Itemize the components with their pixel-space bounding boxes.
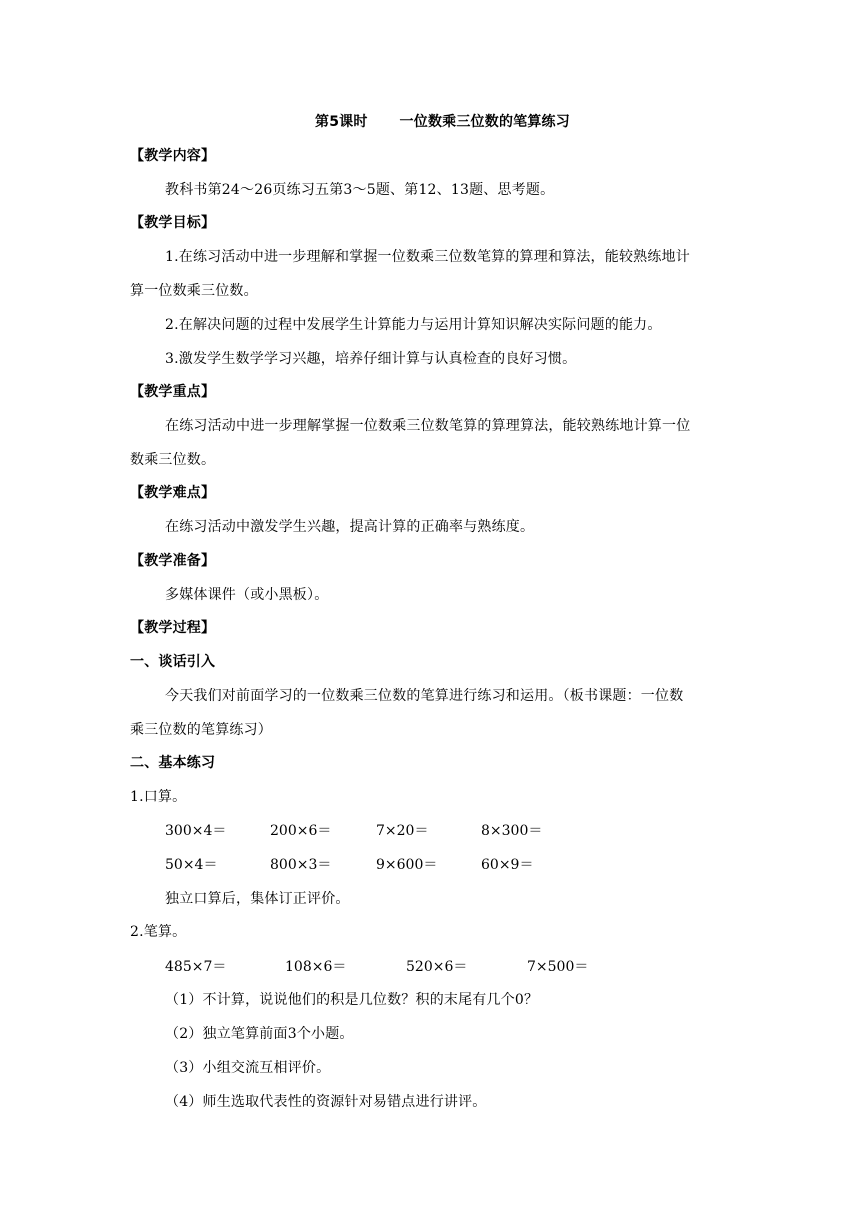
goal-item-2: 2.在解决问题的过程中发展学生计算能力与运用计算知识解决实际问题的能力。 [165, 317, 662, 333]
exercise-1-label: 1.口算。 [130, 789, 187, 805]
oral-expression: 50×4＝ [165, 857, 218, 873]
goal-item-1-line-2: 算一位数乘三位数。 [130, 283, 258, 299]
exercise-2-step-2: （2）独立笔算前面3个小题。 [165, 1026, 354, 1042]
intro-line-1: 今天我们对前面学习的一位数乘三位数的笔算进行练习和运用。（板书课题：一位数 [165, 688, 684, 704]
oral-expression: 60×9＝ [481, 857, 534, 873]
exercise-2-step-1: （1）不计算，说说他们的积是几位数？积的末尾有几个0？ [165, 992, 539, 1008]
oral-expression: 200×6＝ [270, 823, 332, 839]
part-heading-intro: 一、谈话引入 [130, 654, 216, 670]
difficulties-text: 在练习活动中激发学生兴趣，提高计算的正确率与熟练度。 [165, 519, 535, 535]
written-expression: 520×6＝ [406, 959, 468, 975]
section-heading-process: 【教学过程】 [130, 620, 216, 636]
exercise-1-note: 独立口算后，集体订正评价。 [165, 891, 350, 907]
part-heading-basic-practice: 二、基本练习 [130, 755, 216, 771]
written-expression: 485×7＝ [165, 959, 227, 975]
written-expression: 108×6＝ [285, 959, 347, 975]
lesson-name: 一位数乘三位数的笔算练习 [399, 114, 570, 130]
oral-expression: 9×600＝ [376, 857, 438, 873]
intro-line-2: 乘三位数的笔算练习） [130, 722, 272, 738]
oral-expression: 7×20＝ [376, 823, 429, 839]
section-heading-key-points: 【教学重点】 [130, 384, 216, 400]
content-text: 教科书第24～26页练习五第3～5题、第12、13题、思考题。 [165, 182, 555, 198]
exercise-2-step-3: （3）小组交流互相评价。 [165, 1060, 331, 1076]
preparation-text: 多媒体课件（或小黑板）。 [165, 587, 329, 603]
section-heading-content: 【教学内容】 [130, 148, 216, 164]
oral-expression: 300×4＝ [165, 823, 227, 839]
key-points-line-1: 在练习活动中进一步理解掌握一位数乘三位数笔算的算理算法，能较熟练地计算一位 [165, 418, 691, 434]
key-points-line-2: 数乘三位数。 [130, 452, 216, 468]
lesson-title [315, 112, 570, 132]
exercise-2-step-4: （4）师生选取代表性的资源针对易错点进行讲评。 [165, 1094, 487, 1110]
section-heading-preparation: 【教学准备】 [130, 553, 216, 569]
lesson-number: 第5课时 [315, 114, 368, 130]
goal-item-3: 3.激发学生数学学习兴趣，培养仔细计算与认真检查的良好习惯。 [165, 351, 577, 367]
section-heading-difficulties: 【教学难点】 [130, 485, 216, 501]
goal-item-1-line-1: 1.在练习活动中进一步理解和掌握一位数乘三位数笔算的算理和算法，能较熟练地计 [165, 249, 690, 265]
oral-expression: 8×300＝ [481, 823, 543, 839]
exercise-2-label: 2.笔算。 [130, 924, 187, 940]
oral-expression: 800×3＝ [270, 857, 332, 873]
section-heading-goals: 【教学目标】 [130, 215, 216, 231]
written-expression: 7×500＝ [527, 959, 589, 975]
